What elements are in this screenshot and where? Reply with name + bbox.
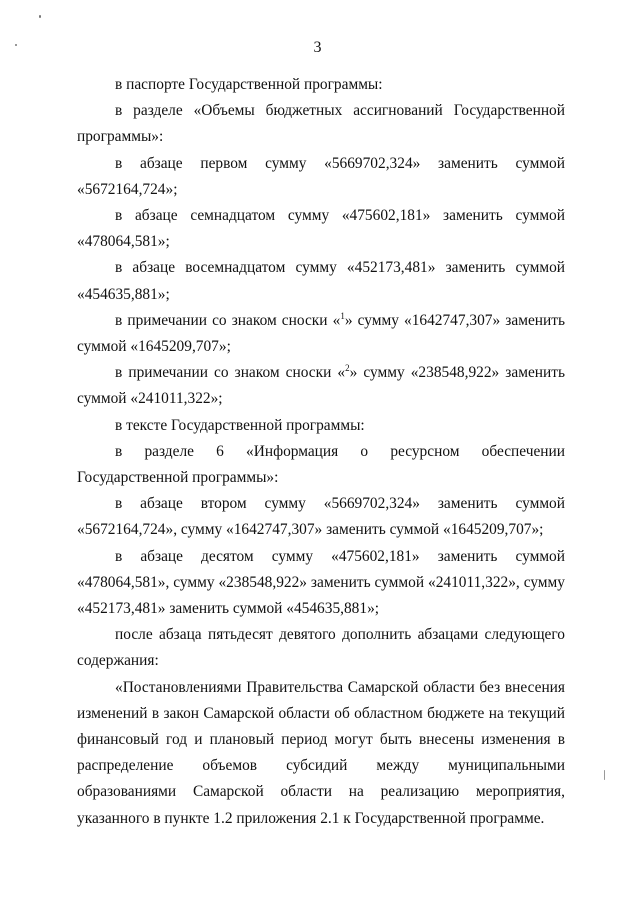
paragraph-seventeenth-abzats: в абзаце семнадцатом сумму «475602,181» заменить суммой «478064,581»; <box>77 207 565 251</box>
paragraph-tenth-abzats: в абзаце десятом сумму «475602,181» заменить суммой «478064,581», сумму «238548,922» заменить суммой «241011,322», сумму «452173,481» заменить суммой «454635,881»; <box>77 547 565 618</box>
paragraph-after-59th: после абзаца пятьдесят девятого дополнить абзацами следующего содержания: <box>77 626 565 670</box>
paragraph-first-abzats: в абзаце первом сумму «5669702,324» заменить суммой «5672164,724»; <box>77 154 565 198</box>
scan-speck <box>39 15 41 18</box>
footnote-1-mark: 1 <box>340 310 345 321</box>
paragraph-eighteenth-abzats: в абзаце восемнадцатом сумму «452173,481» заменить суммой «454635,881»; <box>77 259 565 303</box>
paragraph-quoted-addition: «Постановлениями Правительства Самарской области без внесения изменений в закон Самарской области об областном бюджете на текущий финансовый год и плановый период могут быть внесены изменения в распределение объемов субсидий между муниципальными образованиями Самарской области на реализацию мероприятия, указанного в пункте 1.2 приложения 2.1 к Государственной программе. <box>77 678 565 827</box>
paragraph-program-text-intro: в тексте Государственной программы: <box>115 416 365 434</box>
document-body <box>77 72 565 832</box>
paragraph-footnote-2 <box>77 360 565 412</box>
page-number: 3 <box>313 39 322 56</box>
footnote-1-text-before: в примечании со знаком сноски « <box>115 311 341 329</box>
paragraph-section-budget-volumes: в разделе «Объемы бюджетных ассигнований Государственной программы»: <box>77 102 565 146</box>
paragraph-section-6: в разделе 6 «Информация о ресурсном обеспечении Государственной программы»: <box>77 442 565 487</box>
paragraph-footnote-1 <box>77 308 565 360</box>
footnote-1-text-after: » сумму «1642747,307» заменить суммой «1645209,707»; <box>77 311 565 356</box>
paragraph-second-abzats: в абзаце втором сумму «5669702,324» заменить суммой «5672164,724», сумму «1642747,307» заменить суммой «1645209,707»; <box>77 495 565 539</box>
paragraph-passport-intro: в паспорте Государственной программы: <box>115 76 383 93</box>
footnote-2-mark: 2 <box>345 363 350 374</box>
scan-speck <box>604 770 605 780</box>
footnote-2-text-after: » сумму «238548,922» заменить суммой «241011,322»; <box>77 364 565 408</box>
footnote-2-text-before: в примечании со знаком сноски « <box>115 364 346 382</box>
